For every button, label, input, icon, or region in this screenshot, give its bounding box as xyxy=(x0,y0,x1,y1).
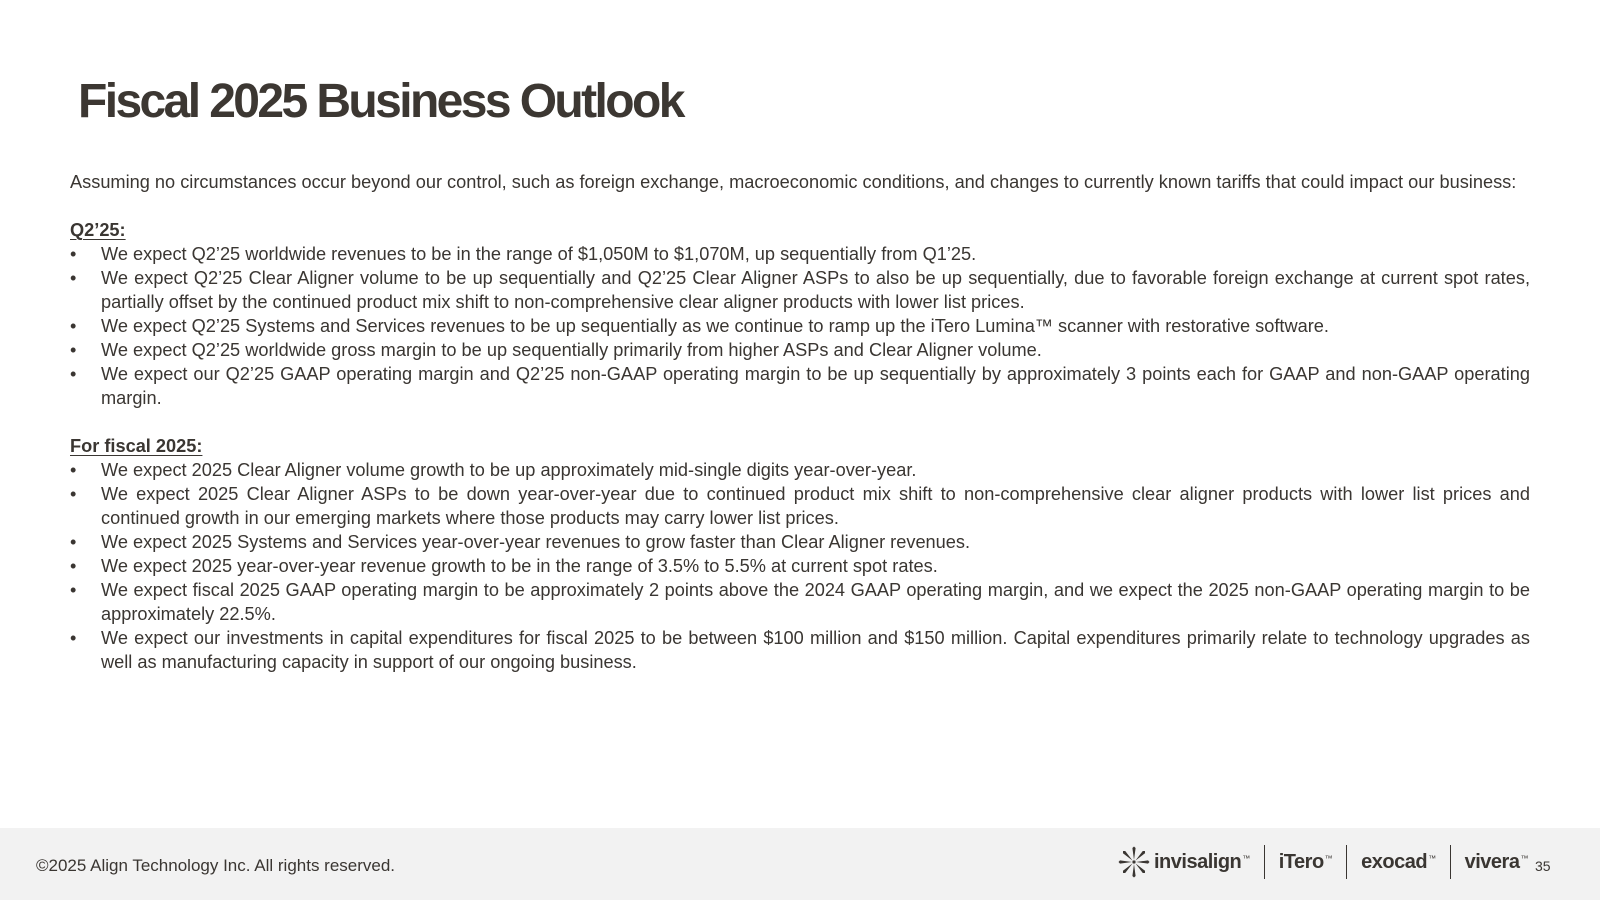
bullet-marker: • xyxy=(70,340,77,360)
brand-divider xyxy=(1450,845,1451,879)
q2-bullet-list xyxy=(70,242,1530,410)
vivera-logo xyxy=(1465,851,1528,874)
bullet-marker: • xyxy=(70,364,77,384)
exocad-logo xyxy=(1361,851,1435,874)
itero-logo xyxy=(1279,851,1332,874)
fiscal-2025-bullet-list xyxy=(70,458,1530,674)
list-item xyxy=(70,578,1530,626)
bullet-marker: • xyxy=(70,268,77,288)
list-item xyxy=(70,242,1530,266)
outlook-content xyxy=(70,170,1530,674)
intro-paragraph: Assuming no circumstances occur beyond our control, such as foreign exchange, macroeconomic conditions, and changes to currently known tariffs that could impact our business: xyxy=(70,172,1517,192)
bullet-marker: • xyxy=(70,532,77,552)
bullet-marker: • xyxy=(70,316,77,336)
footer xyxy=(0,828,1600,900)
list-item xyxy=(70,362,1530,410)
tm-mark: ™ xyxy=(1242,853,1250,863)
list-item-text: We expect 2025 Systems and Services year-over-year revenues to grow faster than Clear Aligner revenues. xyxy=(101,532,971,552)
list-item-text: We expect Q2’25 Systems and Services revenues to be up sequentially as we continue to ramp up the iTero Lumina™ scanner with restorative software. xyxy=(101,316,1329,336)
list-item xyxy=(70,554,1530,578)
list-item xyxy=(70,482,1530,530)
list-item xyxy=(70,266,1530,314)
exocad-wordmark: exocad xyxy=(1361,850,1428,873)
bullet-marker: • xyxy=(70,460,77,480)
list-item xyxy=(70,626,1530,674)
bullet-marker: • xyxy=(70,484,77,504)
list-item-text: We expect 2025 Clear Aligner volume growth to be up approximately mid-single digits year-over-year. xyxy=(101,460,917,480)
section-heading-fiscal-2025: For fiscal 2025: xyxy=(70,436,203,456)
invisalign-logo xyxy=(1118,846,1250,878)
list-item-text: We expect 2025 year-over-year revenue growth to be in the range of 3.5% to 5.5% at current spot rates. xyxy=(101,556,938,576)
tm-mark: ™ xyxy=(1520,853,1528,863)
brand-logos xyxy=(1118,844,1528,880)
list-item-text: We expect our investments in capital expenditures for fiscal 2025 to be between $100 million and $150 million. Capital expenditures primarily relate to technology upgrades as well as manufacturing capacity in support of our ongoing business. xyxy=(101,628,1530,672)
list-item-text: We expect Q2’25 worldwide gross margin to be up sequentially primarily from higher ASPs and Clear Aligner volume. xyxy=(101,340,1042,360)
bullet-marker: • xyxy=(70,580,77,600)
list-item-text: We expect fiscal 2025 GAAP operating margin to be approximately 2 points above the 2024 GAAP operating margin, and we expect the 2025 non-GAAP operating margin to be approximately 22.5%. xyxy=(101,580,1530,624)
list-item xyxy=(70,458,1530,482)
tm-mark: ™ xyxy=(1324,853,1333,863)
list-item xyxy=(70,338,1530,362)
list-item-text: We expect 2025 Clear Aligner ASPs to be down year-over-year due to continued product mix shift to non-comprehensive clear aligner products with lower list prices and continued growth in our emerging markets where those products may carry lower list prices. xyxy=(101,484,1530,528)
invisalign-star-icon xyxy=(1118,846,1150,878)
itero-wordmark: iTero xyxy=(1278,850,1324,873)
list-item xyxy=(70,314,1530,338)
tm-mark: ™ xyxy=(1428,853,1436,863)
page-number: 35 xyxy=(1535,858,1551,874)
invisalign-wordmark: invisalign xyxy=(1154,850,1242,873)
section-heading-q2: Q2’25: xyxy=(70,220,126,240)
brand-divider xyxy=(1264,845,1265,879)
vivera-wordmark: vivera xyxy=(1464,850,1520,873)
list-item-text: We expect Q2’25 Clear Aligner volume to be up sequentially and Q2’25 Clear Aligner ASPs to also be up sequentially, due to favorable foreign exchange at current spot rates, partially offset by the continued product mix shift to non-comprehensive clear aligner products with lower list prices. xyxy=(101,268,1530,312)
list-item-text: We expect Q2’25 worldwide revenues to be in the range of $1,050M to $1,070M, up sequentially from Q1’25. xyxy=(101,244,977,264)
bullet-marker: • xyxy=(70,628,77,648)
list-item xyxy=(70,530,1530,554)
copyright-text: ©2025 Align Technology Inc. All rights reserved. xyxy=(36,856,396,875)
bullet-marker: • xyxy=(70,556,77,576)
brand-divider xyxy=(1346,845,1347,879)
list-item-text: We expect our Q2’25 GAAP operating margin and Q2’25 non-GAAP operating margin to be up sequentially by approximately 3 points each for GAAP and non-GAAP operating margin. xyxy=(101,364,1530,408)
page-title: Fiscal 2025 Business Outlook xyxy=(78,75,683,128)
bullet-marker: • xyxy=(70,244,77,264)
